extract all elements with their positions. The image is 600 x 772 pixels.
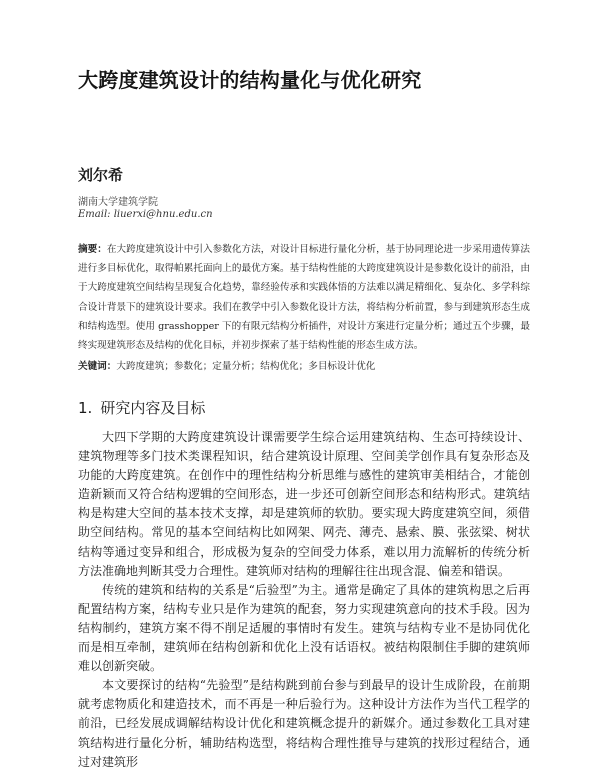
abstract-text: 在大跨度建筑设计中引入参数化方法，对设计目标进行量化分析，基于协同理论进一步采用遗传算法进行多目标优化，取得帕累托面向上的最优方案。基于结构性能的大跨度建筑设计是参数化设计的前沿，由于大跨度建筑空间结构呈现复合化趋势，靠经验传承和实践体悟的方法难以满足精细化、复杂化、多学科综合设计背景下的建筑设计要求。我们在教学中引入参数化设计方法，将结构分析前置，参与到建筑形态生成和结构选型。使用 grasshopper 下的有限元结构分析插件，对设计方案进行定量分析；通过五个步骤，最终实现建筑形态及结构的优化目标，并初步探索了基于结构性能的形态生成方法。 [78, 244, 531, 352]
abstract-label: 摘要： [78, 244, 107, 255]
section-number: 1. [78, 399, 93, 417]
author-affiliation: 湖南大学建筑学院 [78, 197, 158, 208]
section-heading [78, 397, 205, 418]
abstract [78, 240, 530, 355]
keywords [78, 358, 530, 376]
keywords-label: 关键词： [78, 361, 117, 372]
body-paragraph: 传统的建筑和结构的关系是“后验型”为主。通常是确定了具体的建筑构思之后再配置结构方案，结构专业只是作为建筑的配套，努力实现建筑意向的技术手段。因为结构制约，建筑方案不得不削足适履的事情时有发生。建筑与结构专业不是协同优化而是相互牵制，建筑师在结构创新和优化上没有话语权。被结构限制住手脚的建筑师难以创新突破。 [78, 582, 530, 674]
section-body [78, 428, 530, 772]
author-name: 刘尔希 [78, 166, 124, 184]
author-email: Email: liuerxi@hnu.edu.cn [78, 209, 213, 220]
paper-title: 大跨度建筑设计的结构量化与优化研究 [78, 68, 422, 92]
keywords-text: 大跨度建筑；参数化；定量分析；结构优化；多目标设计优化 [116, 361, 376, 372]
section-title: 研究内容及目标 [100, 399, 206, 417]
body-paragraph: 大四下学期的大跨度建筑设计课需要学生综合运用建筑结构、生态可持续设计、建筑物理等多门技术类课程知识，结合建筑设计原理、空间美学创作具有复杂形态及功能的大跨度建筑。在创作中的理性结构分析思维与感性的建筑审美相结合，才能创造新颖而又符合结构逻辑的空间形态，进一步还可创新空间形态和结构形式。建筑结构是构建大空间的基本技术支撑，却是建筑师的软肋。要实现大跨度建筑空间，须借助空间结构。常见的基本空间结构比如网架、网壳、薄壳、悬索、膜、张弦梁、树状结构等通过变异和组合，形成极为复杂的空间受力体系，难以用力流解析的传统分析方法准确地判断其受力合理性。建筑师对结构的理解往往出现含混、偏差和错误。 [78, 430, 530, 578]
body-paragraph: 本文要探讨的结构“先验型”是结构跳到前台参与到最早的设计生成阶段，在前期就考虑物质化和建造技术，而不再是一种后验行为。这种设计方法作为当代工程学的前沿，已经发展成调解结构设计优化和建筑概念提升的新媒介。通过参数化工具对建筑结构进行量化分析，辅助结构选型，将结构合理性推导与建筑的找形过程结合，通过对建筑形 [78, 678, 530, 769]
